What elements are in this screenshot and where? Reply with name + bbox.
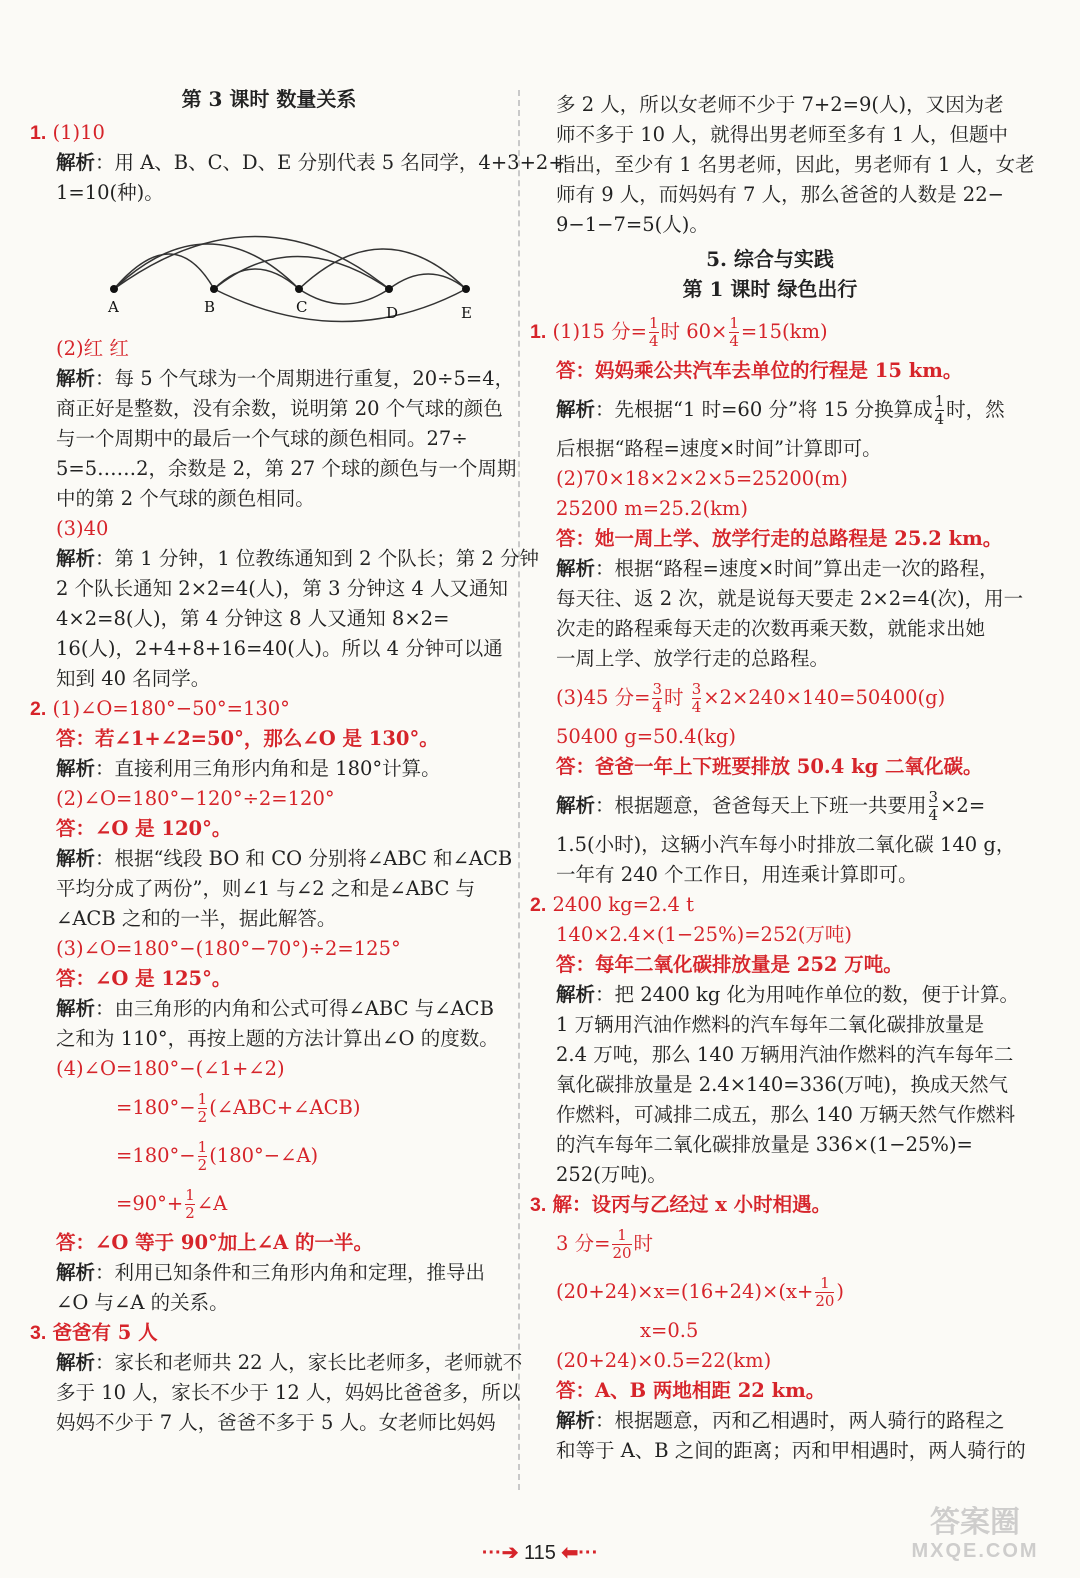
q1-part2: (2)红 红 xyxy=(56,337,129,360)
continued-text: 多 2 人，所以女老师不少于 7+2=9(人)，又因为老 xyxy=(556,93,1004,116)
q2-part2: (2)∠O=180°−120°÷2=120° xyxy=(56,787,335,810)
arc-ad xyxy=(114,237,389,290)
column-divider xyxy=(518,90,520,1490)
fraction-one-twentieth: $\frac{1}{20}$ xyxy=(815,1274,835,1310)
q1-part3: (3)40 xyxy=(56,517,109,540)
arc-be xyxy=(214,289,466,322)
unit-title: 5. 综合与实践 xyxy=(706,247,834,271)
r-q2: 2. 2400 kg=2.4 t xyxy=(530,893,694,916)
label-c: C xyxy=(296,298,308,316)
r-q3-answer: 答：A、B 两地相距 22 km。 xyxy=(556,1379,826,1402)
fraction-quarter: $\frac{1}{4}$ xyxy=(729,314,739,350)
q2-part1: 2. (1)∠O=180°−50°=130° xyxy=(30,697,290,720)
page-number: 115 xyxy=(524,1542,556,1564)
arc-ac xyxy=(114,244,299,289)
r-q3: 3. 解：设丙与乙经过 x 小时相遇。 xyxy=(530,1193,832,1216)
point-d xyxy=(385,285,393,293)
r-q1-answer2: 答：她一周上学、放学行走的总路程是 25.2 km。 xyxy=(556,527,1003,550)
point-e xyxy=(462,285,470,293)
label-b: B xyxy=(204,298,216,316)
fraction-three-quarters: $\frac{3}{4}$ xyxy=(691,680,702,716)
fraction-half: $\frac{1}{2}$ xyxy=(185,1186,195,1222)
r-q1-answer1: 答：妈妈乘公共汽车去单位的行程是 15 km。 xyxy=(556,359,963,382)
label-d: D xyxy=(386,304,399,322)
label-a: A xyxy=(108,298,119,316)
fraction-half: $\frac{1}{2}$ xyxy=(197,1138,208,1174)
handshake-arc-diagram xyxy=(94,214,474,324)
fraction-half: $\frac{1}{2}$ xyxy=(197,1090,208,1126)
left-arrow-icon: ⬅··· xyxy=(561,1542,599,1564)
watermark-logo: 答案圈 MXQE.COM xyxy=(911,1506,1039,1562)
q1-part1: 1. (1)10 xyxy=(30,121,105,144)
point-b xyxy=(210,285,218,293)
point-a xyxy=(110,285,118,293)
r-q1-answer3: 答：爸爸一年上下班要排放 50.4 kg 二氧化碳。 xyxy=(556,755,983,778)
lesson-title: 第 1 课时 绿色出行 xyxy=(682,277,858,301)
arc-bd xyxy=(214,257,389,290)
q2-answer4: 答：∠O 等于 90°加上∠A 的一半。 xyxy=(56,1231,374,1254)
section-title: 第 3 课时 数量关系 xyxy=(181,87,357,111)
fraction-three-quarters: $\frac{3}{4}$ xyxy=(928,788,939,824)
arc-cd xyxy=(299,289,389,304)
q2-part4: (4)∠O=180°−(∠1+∠2) xyxy=(56,1057,285,1080)
arc-de xyxy=(389,274,466,289)
r-q1-part1: 1. (1)15 分= $\frac{1}{4}$ 时 60× $\frac{1}{4}$ =15(km) xyxy=(530,314,828,350)
fraction-quarter: $\frac{1}{4}$ xyxy=(934,392,945,428)
q1-jx-line: 解析：用 A、B、C、D、E 分别代表 5 名同学，4+3+2+ xyxy=(56,151,565,174)
right-column: 多 2 人，所以女老师不少于 7+2=9(人)，又因为老 师不多于 10 人，就得出男老师至多有 1 人，但题中 指出，至少有 1 名男老师，因此，男老师有 1 人，女老 师有 9 人，而妈妈有 7 人，那么爸爸的人数是 22− 9−1−7=5(人)。 5. 综合与实践 第 1 课时 绿色出行 1. (1)15 分= $\frac{1}{4}$ 时 60× $\frac{1}{4}$ =15(km) 答：妈妈乘公共汽车去单位的行程是 15 km。 解析：先根据“1 时=60 分”将 15 分换算成 $\frac{1}{4}$ 时，然 后根据“路程=速度×时间”计算即可。 (2)70×18×2×2×5=25200(m) 25200 m=25.2(km) 答：她一周上学、放学行走的总路程是 25.2 km。 解析：根据“路程=速度×时间”算出走一次的路程， 每天往、返 2 次，就是说每天要走 2×2=4(次)，用一 次走的路程乘每天走的次数再乘天数，就能求出她 一周上学、放学行走的总路程。 (3)45 分= $\frac{3}{4}$ 时 $\frac{3}{4}$ ×2×240×140=50400(g) 50400 g=50.4(kg) 答：爸爸一年上下班要排放 50.4 kg 二氧化碳。 解析：根据题意，爸爸每天上下班一共要用 $\frac{3}{4}$ ×2= 1.5(小时)，这辆小汽车每小时排放二氧化碳 140 g， 一年有 240 个工作日，用连乘计算即可。 2. 2400 kg=2.4 t 140×2.4×(1−25%)=252(万吨) 答：每年二氧化碳排放量是 252 万吨。 解析：把 2400 kg 化为用吨作单位的数，便于计算。 1 万辆用汽油作燃料的汽车每年二氧化碳排放量是 2.4 万吨，那么 140 万辆用汽油作燃料的汽车每年二 氧化碳排放量是 2.4×140=336(万吨)，换成天然气 作燃料，可减排二成五，那么 140 万辆天然气作燃料 的汽车每年二氧化碳排放量是 336×(1−25%)= 252(万吨)。 3. 解：设丙与乙经过 x 小时相遇。 3 分= $\frac{1}{20}$ 时 (20+24)×x=(16+24)×(x+ $\frac{1}{20}$ ) x=0.5 (20+24)×0.5=22(km) 答：A、B 两地相距 22 km。 解析：根据题意，丙和乙相遇时，两人骑行的路程之 和等于 A、B 之间的距离；丙和甲相遇时，两人骑行的 xyxy=(530,90,1010,1466)
label-e: E xyxy=(461,304,472,322)
q3-answer: 3. 爸爸有 5 人 xyxy=(30,1321,158,1344)
q2-answer1: 答：若∠1+∠2=50°，那么∠O 是 130°。 xyxy=(56,727,439,750)
q2-part3: (3)∠O=180°−(180°−70°)÷2=125° xyxy=(56,937,401,960)
r-q1-part2: (2)70×18×2×2×5=25200(m) xyxy=(556,467,848,490)
q2-answer2: 答：∠O 是 120°。 xyxy=(56,817,232,840)
r-q1-part3: (3)45 分= $\frac{3}{4}$ 时 $\frac{3}{4}$ ×2×240×140=50400(g) xyxy=(556,680,946,716)
q1-jx-line: 1=10(种)。 xyxy=(56,181,164,204)
left-column: 第 3 课时 数量关系 1. (1)10 解析：用 A、B、C、D、E 分别代表 5 名同学，4+3+2+ 1=10(种)。 A B C D E (2)红 红 解析：每 5 个气球为一个周期进行重复，20÷5=4， 商正好是整数，没有余数，说明第 20 个气球的颜色 与一个周期中的最后一个气球的颜色相同。27÷ 5=5……2，余数是 2，第 27 个球的颜色与一个周期 中的第 2 个气球的颜色相同。 (3)40 解析：第 1 分钟，1 位教练通知到 2 个队长；第 2 分钟 2 个队长通知 2×2=4(人)，第 3 分钟这 4 人又通知 4×2=8(人)，第 4 分钟这 8 人又通知 8×2= 16(人)，2+4+8+16=40(人)。所以 4 分钟可以通 知到 40 名同学。 2. (1)∠O=180°−50°=130° 答：若∠1+∠2=50°，那么∠O 是 130°。 解析：直接利用三角形内角和是 180°计算。 (2)∠O=180°−120°÷2=120° 答：∠O 是 120°。 解析：根据“线段 BO 和 CO 分别将∠ABC 和∠ACB 平均分成了两份”，则∠1 与∠2 之和是∠ABC 与 ∠ACB 之和的一半，据此解答。 (3)∠O=180°−(180°−70°)÷2=125° 答：∠O 是 125°。 解析：由三角形的内角和公式可得∠ABC 与∠ACB 之和为 110°，再按上题的方法计算出∠O 的度数。 (4)∠O=180°−(∠1+∠2) =180°− $\frac{1}{2}$ (∠ABC+∠ACB) =180°− $\frac{1}{2}$ (180°−∠A) =90°+ $\frac{1}{2}$ ∠A 答：∠O 等于 90°加上∠A 的一半。 解析：利用已知条件和三角形内角和定理，推导出 ∠O 与∠A 的关系。 3. 爸爸有 5 人 解析：家长和老师共 22 人，家长比老师多，老师就不 多于 10 人，家长不少于 12 人，妈妈比爸爸多，所以 妈妈不少于 7 人，爸爸不多于 5 人。女老师比妈妈 xyxy=(30,80,508,1438)
fraction-three-quarters: $\frac{3}{4}$ xyxy=(652,680,663,716)
fraction-one-twentieth: $\frac{1}{20}$ xyxy=(612,1226,632,1262)
r-q2-answer: 答：每年二氧化碳排放量是 252 万吨。 xyxy=(556,953,903,976)
fraction-quarter: $\frac{1}{4}$ xyxy=(648,314,659,350)
q2-answer3: 答：∠O 是 125°。 xyxy=(56,967,232,990)
right-arrow-icon: ···➔ xyxy=(481,1542,519,1564)
point-c xyxy=(295,285,303,293)
